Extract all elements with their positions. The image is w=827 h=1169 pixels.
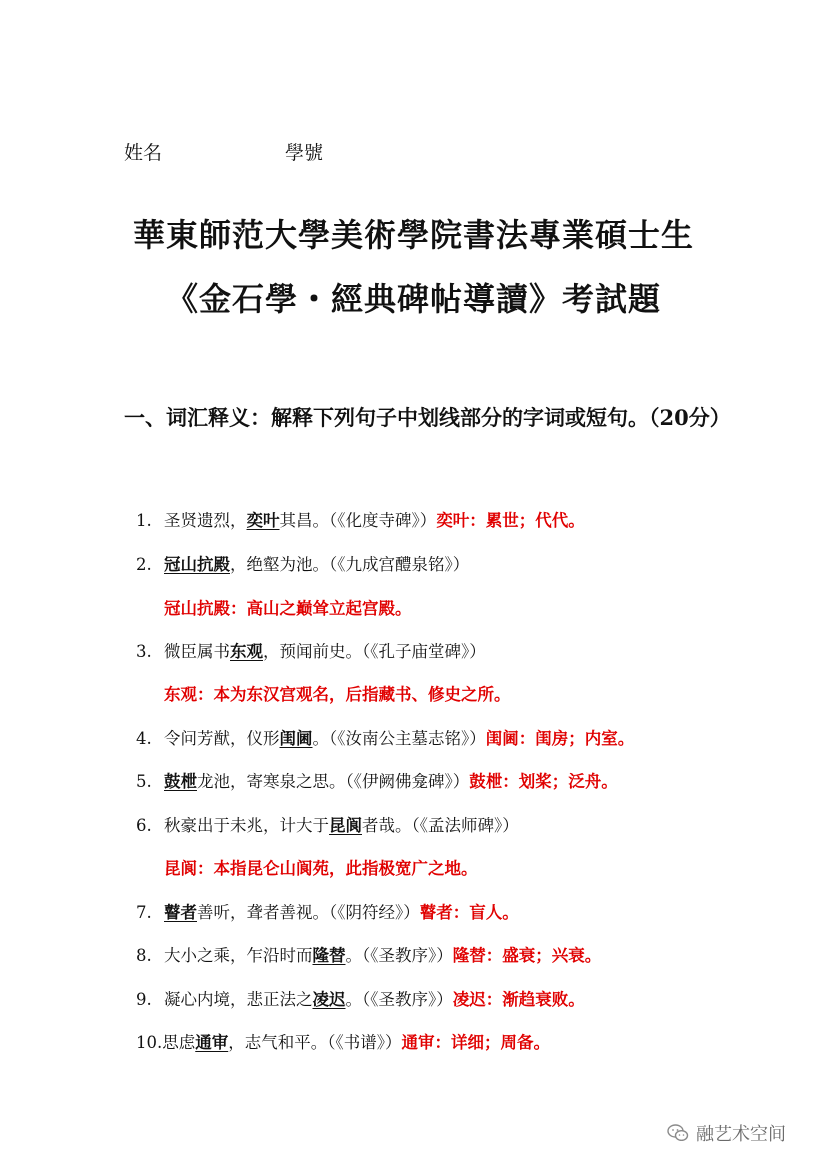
watermark-text: 融艺术空间 — [696, 1124, 786, 1145]
answer: 瞽者：盲人。 — [419, 903, 519, 922]
answer: 鼓枻：划桨；泛舟。 — [469, 772, 618, 791]
answer: 凌迟：渐趋衰败。 — [452, 990, 585, 1009]
question-7 — [136, 899, 519, 923]
question-number: 8. — [136, 946, 152, 965]
question-number: 6. — [136, 816, 152, 835]
question-text-pre: 大小之乘，乍沿时而 — [164, 946, 313, 965]
question-number: 1. — [136, 511, 152, 530]
question-text-post: 者哉。（《孟法师碑》） — [362, 816, 519, 835]
answer: 闺阃：闺房；内室。 — [485, 729, 635, 748]
question-number: 9. — [136, 990, 152, 1009]
question-2 — [136, 551, 469, 575]
question-3 — [136, 638, 486, 662]
question-text-pre: 秋豪出于未兆，计大于 — [164, 816, 329, 835]
underlined-term: 瞽者 — [164, 903, 197, 922]
question-text-pre: 微臣属书 — [164, 642, 230, 661]
question-text-post: ，绝壑为池。（《九成宫醴泉铭》） — [230, 555, 470, 574]
underlined-term: 隆替 — [312, 946, 346, 965]
underlined-term: 冠山抗殿 — [164, 555, 230, 574]
question-4 — [136, 725, 634, 749]
page-title-line2: 《金石學・經典碑帖導讀》考試題 — [165, 280, 661, 318]
answer: 奕叶：累世；代代。 — [436, 511, 585, 530]
question-1 — [136, 507, 585, 531]
student-id-label: 學號 — [285, 142, 324, 164]
question-10 — [136, 1029, 550, 1053]
question-text-post: ，预闻前史。（《孔子庙堂碑》） — [263, 642, 486, 661]
question-text-post: 龙池，寄寒泉之思。（《伊阙佛龛碑》） — [197, 772, 470, 791]
question-text-post: ，志气和平。（《书谱》） — [228, 1033, 402, 1052]
answer: 东观：本为东汉宫观名，后指藏书、修史之所。 — [164, 685, 511, 704]
answer: 昆阆：本指昆仑山阆苑，此指极宽广之地。 — [164, 859, 478, 878]
answer: 隆替：盛衰；兴衰。 — [452, 946, 602, 965]
answer: 冠山抗殿：高山之巅耸立起宫殿。 — [164, 599, 412, 618]
question-text-pre: 令问芳猷，仪形 — [164, 729, 280, 748]
question-text-pre: 思虑 — [162, 1033, 196, 1052]
name-label: 姓名 — [124, 142, 163, 164]
question-number: 2. — [136, 555, 152, 574]
watermark — [666, 1120, 786, 1146]
underlined-term: 昆阆 — [329, 816, 362, 835]
question-number: 5. — [136, 772, 152, 791]
question-text-pre: 圣贤遗烈， — [164, 511, 247, 530]
question-number: 10. — [136, 1033, 163, 1052]
answer: 通审：详细；周备。 — [401, 1033, 550, 1052]
wechat-icon — [666, 1121, 690, 1145]
question-text-post: 。（《汝南公主墓志铭》） — [312, 729, 486, 748]
question-5 — [136, 768, 618, 792]
question-number: 7. — [136, 903, 152, 922]
question-6 — [136, 812, 519, 836]
underlined-term: 凌迟 — [312, 990, 346, 1009]
section-heading: 一、词汇释义：解释下列句子中划线部分的字词或短句。（20分） — [124, 405, 731, 430]
underlined-term: 通审 — [195, 1033, 229, 1052]
question-number: 4. — [136, 729, 152, 748]
question-9 — [136, 986, 585, 1010]
underlined-term: 鼓枻 — [164, 772, 197, 791]
underlined-term: 奕叶 — [246, 511, 280, 530]
question-number: 3. — [136, 642, 152, 661]
question-text-pre: 凝心内境，悲正法之 — [164, 990, 313, 1009]
page-title-line1: 華東師范大學美術學院書法專業碩士生 — [132, 216, 694, 254]
question-text-post: 。（《圣教序》） — [345, 990, 453, 1009]
underlined-term: 闺阃 — [279, 729, 313, 748]
question-8 — [136, 942, 601, 966]
question-text-post: 善听，聋者善视。（《阴符经》） — [197, 903, 420, 922]
underlined-term: 东观 — [230, 642, 263, 661]
question-text-post: 其昌。（《化度寺碑》） — [279, 511, 437, 530]
question-text-post: 。（《圣教序》） — [345, 946, 453, 965]
